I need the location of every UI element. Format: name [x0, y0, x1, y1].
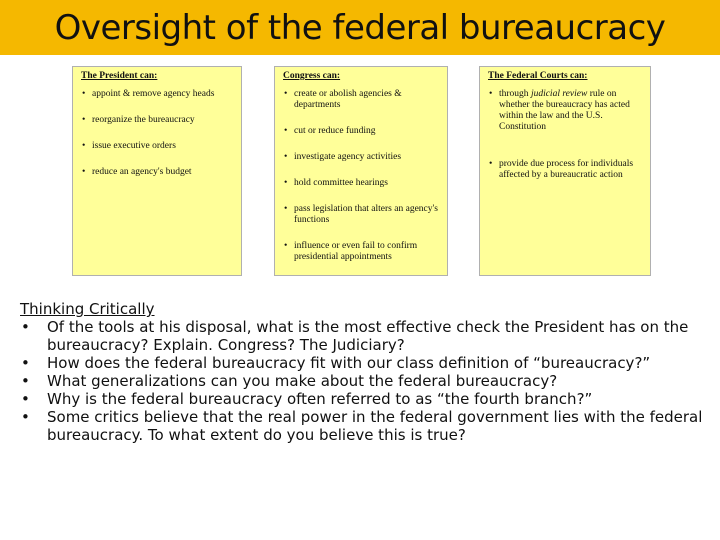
list-item: • cut or reduce funding: [281, 126, 441, 137]
congress-box: [274, 66, 448, 276]
question-item: • Some critics believe that the real power in the federal government lies with the federal bureaucracy. To what extent do you believe this is true?: [20, 408, 704, 444]
courts-list: [486, 89, 644, 181]
thinking-heading: Thinking Critically: [20, 300, 155, 318]
list-item: • reorganize the bureaucracy: [79, 115, 235, 126]
president-box: [72, 66, 242, 276]
list-item: • hold committee hearings: [281, 178, 441, 189]
courts-box: [479, 66, 651, 276]
question-list: [20, 318, 704, 444]
question-item: • What generalizations can you make about the federal bureaucracy?: [20, 372, 704, 390]
list-item: • pass legislation that alters an agency's functions: [281, 204, 441, 226]
congress-heading: Congress can:: [283, 71, 341, 81]
question-item: • How does the federal bureaucracy fit with our class definition of “bureaucracy?”: [20, 354, 704, 372]
thinking-critically-section: [20, 300, 704, 444]
list-item: • influence or even fail to confirm presidential appointments: [281, 241, 441, 263]
question-item: • Of the tools at his disposal, what is the most effective check the President has on the bureaucracy? Explain. Congress? The Judiciary?: [20, 318, 704, 354]
list-item: • through judicial review rule on whether the bureaucracy has acted within the law and the U.S. Constitution: [486, 89, 644, 133]
list-item: • investigate agency activities: [281, 152, 441, 163]
question-item: • Why is the federal bureaucracy often referred to as “the fourth branch?”: [20, 390, 704, 408]
president-heading: The President can:: [81, 71, 158, 81]
congress-list: [281, 89, 441, 263]
president-list: [79, 89, 235, 178]
list-item: • create or abolish agencies & departments: [281, 89, 441, 111]
list-item: • issue executive orders: [79, 141, 235, 152]
title-bar: [0, 0, 720, 55]
list-item: • appoint & remove agency heads: [79, 89, 235, 100]
slide-title: Oversight of the federal bureaucracy: [54, 7, 666, 48]
list-item: • provide due process for individuals affected by a bureaucratic action: [486, 159, 644, 181]
list-item: • reduce an agency's budget: [79, 167, 235, 178]
courts-heading: The Federal Courts can:: [488, 71, 588, 81]
